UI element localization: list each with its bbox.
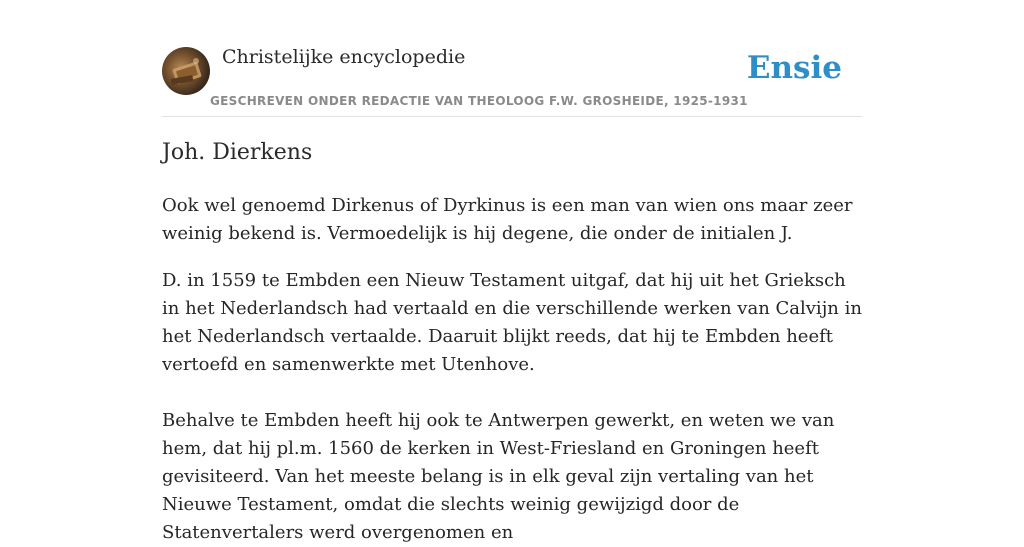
- site-header: [162, 0, 862, 117]
- site-avatar[interactable]: [162, 47, 210, 95]
- book-photo-icon: [162, 47, 210, 95]
- page-container: [162, 0, 862, 543]
- article-paragraph: D. in 1559 te Embden een Nieuw Testament uitgaf, dat hij uit het Grieksch in het Nederlandsch had vertaald en die verschillende werken van Calvijn in het Nederlandsch vertaalde. Daaruit blijkt reeds, dat hij te Embden heeft vertoefd en samenwerkte met Utenhove.: [162, 270, 862, 375]
- site-subtitle: GESCHREVEN ONDER REDACTIE VAN THEOLOOG F.W. GROSHEIDE, 1925-1931: [210, 94, 748, 108]
- article-paragraph: Ook wel genoemd Dirkenus of Dyrkinus is een man van wien ons maar zeer weinig bekend is. Vermoedelijk is hij degene, die onder de initialen J.: [162, 195, 853, 244]
- article-paragraph: Behalve te Embden heeft hij ook te Antwerpen gewerkt, en weten we van hem, dat hij pl.m. 1560 de kerken in West-Friesland en Groningen heeft gevisiteerd. Van het meeste belang is in elk geval zijn vertaling van het Nieuwe Testament, omdat die slechts weinig gewijzigd door de Statenvertalers werd overgenomen en: [162, 410, 835, 543]
- ensie-logo[interactable]: Ensie: [746, 50, 842, 86]
- article-title: Joh. Dierkens: [162, 140, 313, 165]
- site-title[interactable]: Christelijke encyclopedie: [222, 46, 466, 68]
